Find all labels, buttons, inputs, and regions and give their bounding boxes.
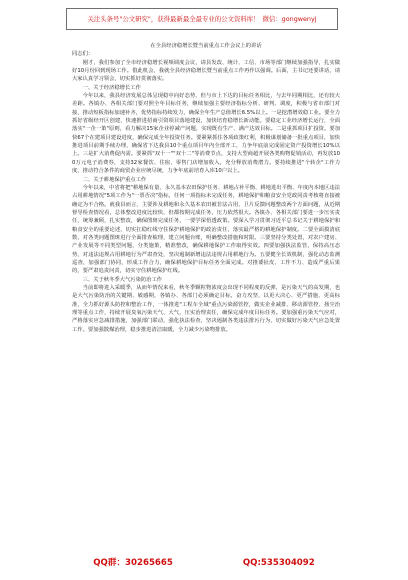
document-body <box>72 42 340 542</box>
intro-paragraph: 刚才，我们参加了全市经济稳增长视频调度会议，请县发改、统计、工信、市场等部门继续加强指导，扎实做好10月份回到现场工作。借此机会，我就全县经济稳增长暨当前重点工作再作以强调。后面，主书记还要讲话，请大家认真学习领会，切实抓好贯彻落实。 <box>72 59 340 83</box>
section-paragraph-3: 当前即将进入采暖季，从而年情况来看，秋冬季颗粒物浓度会出现不同程度的反弹，是污染天气的高发期，也是大气污染防治的关键期、敏感期，各镇办、各部门必须确定目标，奋力攻坚，以更大决心、更严措施、更高标准，全力抓好源头防控和整治工作，一体推进"工程车全域"重点污染源管控，做实企业减排、移动源管控、扬尘治理等重点工作，持续开展臭氧污染天气、大气，压实治理责任，确保完成年度目标任务。要加强重污染天气应对，严格落实应急减排措施，加强部门联动，强化执法检查，坚决遏制各类违法排污行为，切实做好污染天气应急处置工作。要加强散煤治理，稳步推进清洁取暖，全力减少污染物排放。 <box>72 284 340 333</box>
section-paragraph-1: 今年以来，我县经济发展总体呈现稳中向好态势，但与市上下达的目标任务相比，与去年同期相比，还有较大差距。各镇办、各相关部门要对照全年目标任务，继续加强主要经济指标分析、研判、调度，积极与省市部门对接，推动短板指标加速补齐，优势指标持续发力，确保全年生产总值增长6.5%以上。一是挖潜增效稳工业。要全力抓好省级经开区创建，快速推进招商引资项目落地建设，加快培育稳增长新动能。要稳定工业经济增长运行，全面落实"一企一策"原则，看力解决15家企业停减产问题，实现既有生产、满产达效目标。二是重抓项目扩投资。要加快67个在建项目建设进度，确保完成全年投资任务。要紧紧抓住各项政策红利，积极谋划储备一批重点项目，加快推进项目前期手续办理，确保省下达我县10个重点项目年内全部开工，力争年底前完成固定资产投资增长10%以上。三是扩大消费促内需。要紧抓"双十一""双十二"等消费节点，支持大型商超开展各类购物促销活动，再发放100万元电子消费券，支持32家餐饮、住宿、零售门店增加收入，充分释放消费潜力。要持续推进"个转企"工作力度，推动符合条件的商贸企业应统尽统，力争年底前培育入库10户以上。 <box>72 93 340 175</box>
document-title: 在全县经济稳增长暨当前重点工作会议上的讲话 <box>150 43 262 49</box>
promo-banner-wechat: 微信：gongwenyj <box>262 14 317 23</box>
section-heading-1: 一、关于经济稳增长工作 <box>82 84 141 91</box>
contact-footer <box>0 556 408 570</box>
promo-banner-text: 关注头条号"公文研究"，获得最新最全最专业的公文资料库！ <box>87 14 260 23</box>
section-paragraph-2: 今年以来，中省将把"耕地保有量、永久基本农田保护任务、耕地占补平衡、耕地进出平衡、年度内本地区违法占用耕地情况"5项工作为"一票否决"指标，任何一项指标未完成任务，耕地保护和粮食安全党政同责考核将直接被确定为不合格。就我县而言，主要涉及耕地和永久基本农田被非法占用、卫片反馈问题整改两个方面问题，从近期督导检查情况看，总体整改进度比较快，但都按期完成任务，压力依然很大。各镇办、各相关部门要进一步压实责任，统筹兼顾，扎实整改，确保图斑完成任务，一要学深悟透政策。要深入学习贯彻习近平总书记关于耕地保护和粮食安全的重要论述，切实扛稳红线守住保护耕地保护的政治责任，落实最严格的耕地保护制度。二要全面摸清底数，对各类问题图斑进行全面排查梳理，建立问题台账，明确整改措施和时限。三要坚持分类处置，对农户建房、产业发展等不同类型问题，分类施策，精准整改，确保耕地保护工作取得实效。四要加强执法监管，保持高压态势，对违法违规占用耕地行为严肃查处，坚决遏制新增违法违规占用耕地行为。五要健全长效机制，强化动态监测巡查，加强部门协同，形成工作合力，确保耕地保护目标任务全面完成。对推诿扯皮、工作不力、造成严重后果的，要严肃追责问责，切实守住耕地保护红线。 <box>72 184 340 275</box>
section-heading-3: 三、关于秋冬季大气污染防治工作 <box>82 276 163 283</box>
salutation: 同志们： <box>72 51 94 58</box>
qq-number-text: QQ:535304092 <box>242 558 315 568</box>
section-heading-2: 二、关于耕地保护重点工作 <box>82 176 147 183</box>
promo-banner <box>66 8 338 30</box>
qq-group-text: QQ群：30265665 <box>93 558 173 568</box>
